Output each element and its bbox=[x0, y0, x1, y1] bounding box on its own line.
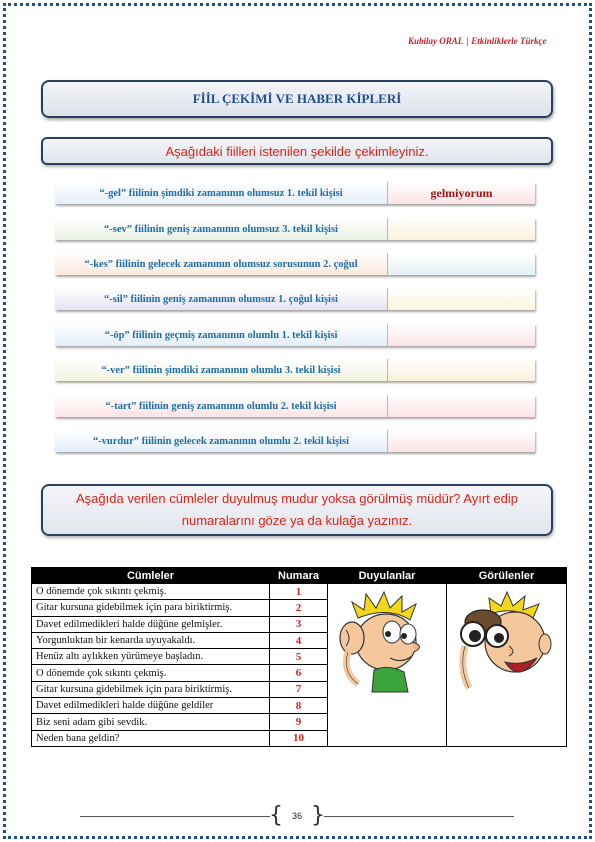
heard-column-cell[interactable] bbox=[328, 584, 447, 747]
instruction-heard-seen: Aşağıda verilen cümleler duyulmuş mudur yoksa görülmüş müdür? Ayırt edip numaralarını göze ya da kulağa yazınız. bbox=[41, 484, 553, 536]
number-cell: 2 bbox=[270, 600, 328, 616]
exercise-answer-field[interactable] bbox=[388, 324, 535, 346]
page-number: 36 bbox=[292, 811, 303, 821]
exercise-row bbox=[55, 182, 535, 204]
footer-rule-right bbox=[324, 816, 514, 817]
exercise-question: “-vurdur” fiilinin gelecek zamanının olumlu 2. tekil kişisi bbox=[55, 430, 388, 452]
exercise-answer-field[interactable] bbox=[388, 218, 535, 240]
exercise-row bbox=[55, 395, 535, 417]
exercise-answer-field[interactable] bbox=[388, 430, 535, 452]
sentence-cell: Gitar kursuna gidebilmek için para biriktirmiş. bbox=[32, 600, 270, 616]
exercise-question: “-ver” fiilinin şimdiki zamanının olumlu 3. tekil kişisi bbox=[55, 359, 388, 381]
sentence-cell: Neden bana geldin? bbox=[32, 730, 270, 746]
exercise-answer-field[interactable] bbox=[388, 253, 535, 275]
page-number-box bbox=[270, 804, 324, 828]
bracket-right-icon: } bbox=[311, 803, 326, 828]
number-cell: 3 bbox=[270, 616, 328, 632]
binoculars-boy-icon bbox=[447, 588, 566, 698]
exercise-row bbox=[55, 218, 535, 240]
sentence-cell: Henüz altı aylıkken yürümeye başladın. bbox=[32, 649, 270, 665]
exercise-answer-field[interactable] bbox=[388, 288, 535, 310]
sentence-cell: Biz seni adam gibi sevdik. bbox=[32, 714, 270, 730]
exercise-question: “-tart” fiilinin geniş zamanının olumlu 2. tekil kişisi bbox=[55, 395, 388, 417]
sentence-table bbox=[31, 567, 567, 747]
exercise-answer-field[interactable] bbox=[388, 395, 535, 417]
seen-column-cell[interactable] bbox=[447, 584, 567, 747]
number-cell: 7 bbox=[270, 681, 328, 697]
number-cell: 5 bbox=[270, 649, 328, 665]
sentence-cell: Gitar kursuna gidebilmek için para biriktirmiş. bbox=[32, 681, 270, 697]
sentence-cell: Davet edilmedikleri halde düğüne geldiler bbox=[32, 698, 270, 714]
instruction-conjugate: Aşağıdaki fiilleri istenilen şekilde çekimleyiniz. bbox=[41, 137, 553, 165]
sentence-cell: Davet edilmedikleri halde düğüne gelmişler. bbox=[32, 616, 270, 632]
bracket-left-icon: { bbox=[269, 803, 283, 828]
exercise-question: “-sev” fiilinin geniş zamanının olumsuz 3. tekil kişisi bbox=[55, 218, 388, 240]
number-cell: 8 bbox=[270, 698, 328, 714]
table-row bbox=[32, 584, 567, 600]
exercise-answer-field[interactable] bbox=[388, 359, 535, 381]
column-header-number: Numara bbox=[270, 568, 328, 584]
sentence-cell: O dönemde çok sıkıntı çekmiş. bbox=[32, 584, 270, 600]
exercise-row bbox=[55, 253, 535, 275]
number-cell: 6 bbox=[270, 665, 328, 681]
ear-listening-boy-icon bbox=[328, 588, 446, 698]
exercise-row bbox=[55, 288, 535, 310]
page-header bbox=[408, 36, 563, 46]
exercise-question: “-kes” fiilinin gelecek zamanının olumsuz sorusunun 2. çoğul bbox=[55, 253, 388, 275]
exercise-row bbox=[55, 359, 535, 381]
sentence-cell: Yorgunluktan bir kenarda uyuyakaldı. bbox=[32, 632, 270, 648]
exercise-question: “-sil” fiilinin geniş zamanının olumsuz 1. çoğul kişisi bbox=[55, 288, 388, 310]
exercise-question: “-öp” fiilinin geçmiş zamanının olumlu 1. tekil kişisi bbox=[55, 324, 388, 346]
column-header-seen: Görülenler bbox=[447, 568, 567, 584]
exercise-answer-field[interactable]: gelmiyorum bbox=[388, 182, 535, 204]
column-header-sentences: Cümleler bbox=[32, 568, 270, 584]
number-cell: 1 bbox=[270, 584, 328, 600]
number-cell: 10 bbox=[270, 730, 328, 746]
number-cell: 4 bbox=[270, 632, 328, 648]
header-series: Etkinliklerle Türkçe bbox=[471, 36, 547, 46]
header-separator: | bbox=[466, 36, 469, 46]
header-author: Kubilay ORAL bbox=[408, 36, 464, 46]
exercise-question: “-gel” fiilinin şimdiki zamanının olumsuz 1. tekil kişisi bbox=[55, 182, 388, 204]
sentence-cell: O dönemde çok sıkıntı çekmiş. bbox=[32, 665, 270, 681]
footer-rule-left bbox=[80, 816, 270, 817]
exercise-row bbox=[55, 430, 535, 452]
number-cell: 9 bbox=[270, 714, 328, 730]
column-header-heard: Duyulanlar bbox=[328, 568, 447, 584]
page-title: FİİL ÇEKİMİ VE HABER KİPLERİ bbox=[41, 80, 553, 118]
exercise-row bbox=[55, 324, 535, 346]
